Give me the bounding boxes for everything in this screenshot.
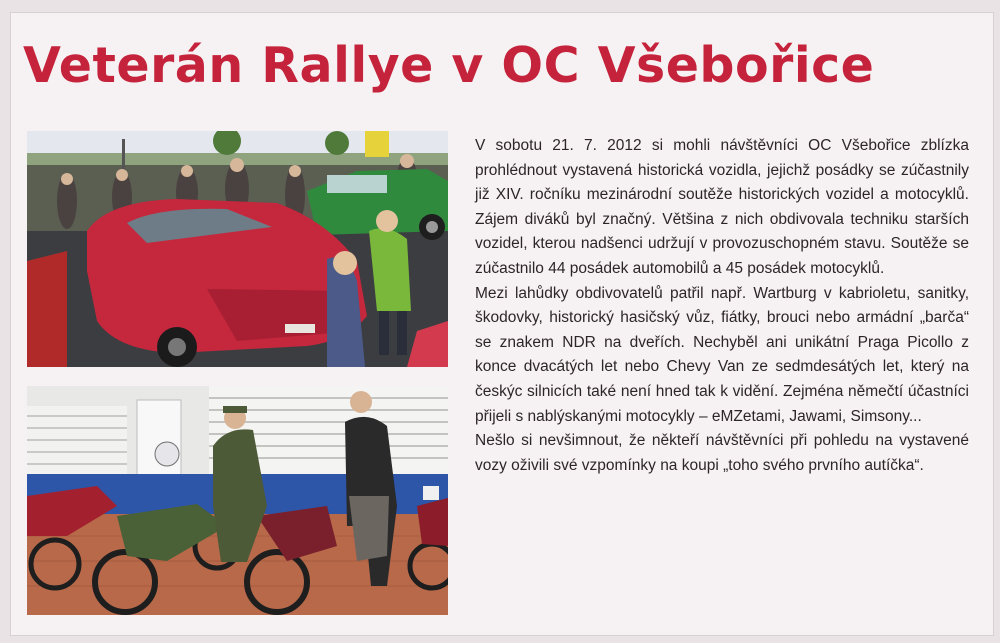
rally-crowd-photo (27, 131, 448, 367)
article-paragraph: Mezi lahůdky obdivovatelů patřil např. Wartburg v kabrioletu, sanitky, škodovky, historický hasičský vůz, fiátky, brouci nebo armádní „barča“ se znakem NDR na dveřích. Nechyběl ani unikátní Praga Picollo z konce dvacátých let nebo Chevy Van ze sedmdesátých let, který na českýc silnicích také není hned tak k vidění. Zejména němečtí účastníci přijeli s nablýskanými motocykly – eMZetami, Jawami, Simsony... (475, 284, 969, 425)
article-paragraph: Nešlo si nevšimnout, že někteří návštěvníci při pohledu na vystavené vozy oživili své vzpomínky na koupi „toho svého prvního autíčka“. (475, 432, 969, 474)
article-title: Veterán Rallye v OC Všebořice (23, 37, 875, 94)
article-body (475, 134, 969, 478)
rally-crowd-illustration (27, 131, 448, 367)
article-paragraph: V sobotu 21. 7. 2012 si mohli návštěvníci OC Všebořice zblízka prohlédnout vystavená historická vozidla, jejichž posádky se zúčastnily již XIV. ročníku mezinárodní soutěže historických vozidel a motocyklů. Zájem diváků byl značný. Většina z nich obdivovala techniku starších vozidel, kterou nadšenci udržují v provozuschopném stavu. Soutěže se zúčastnilo 44 posádek automobilů a 45 posádek motocyklů. (475, 137, 969, 277)
motorcycles-photo (27, 386, 448, 615)
magazine-page (10, 12, 994, 636)
motorcycles-illustration (27, 386, 448, 615)
